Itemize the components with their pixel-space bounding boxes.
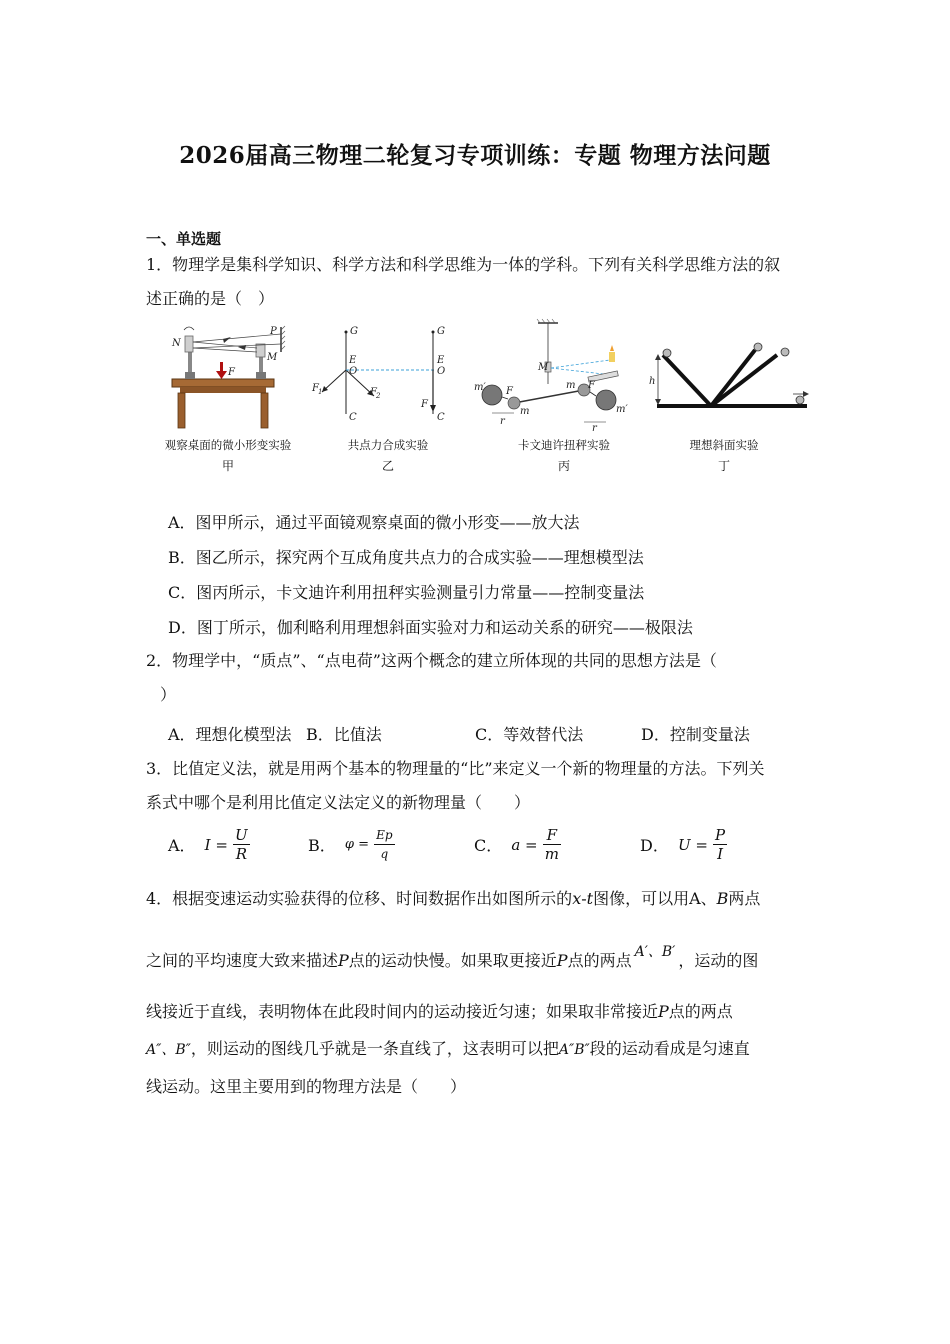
figure-bing-caption: 卡文迪许扭秤实验 (518, 438, 610, 452)
label-r-left: r (500, 416, 505, 427)
label-g-right: G (437, 326, 445, 337)
q4-stem-line2 (146, 944, 759, 973)
fraction-denominator: q (380, 847, 389, 861)
figure-yi (300, 322, 470, 436)
q4-text: 之间的平均速度大致来描述 (146, 951, 339, 970)
q1-stem-line1: 1．物理学是集科学知识、科学方法和科学思维为一体的学科。下列有关科学思维方法的叙 (146, 255, 781, 274)
figure-ding (645, 340, 815, 424)
page-title: 2026届高三物理二轮复习专项训练：专题 物理方法问题 (179, 142, 771, 169)
label-p: P (270, 326, 277, 337)
label-m-mirror: M (538, 362, 549, 373)
q3-option-d[interactable] (640, 826, 727, 863)
q2-option-c[interactable]: C．等效替代法 (475, 725, 584, 744)
q4-stem-line4 (146, 1038, 750, 1061)
label-f-right: F (421, 399, 428, 410)
figure-ding-caption: 理想斜面实验 (689, 438, 759, 452)
q1-option-d[interactable]: D．图丁所示，伽利略利用理想斜面实验对力和运动关系的研究——极限法 (168, 618, 693, 637)
q4-t: t (586, 889, 594, 908)
q4-dash: - (581, 889, 587, 908)
label-mprime-left: m′ (474, 382, 486, 393)
q4-stem-line5: 线运动。这里主要用到的物理方法是（ ） (146, 1077, 467, 1096)
q1-option-a[interactable]: A．图甲所示，通过平面镜观察桌面的微小形变——放大法 (168, 513, 580, 532)
q4-point-p: P (658, 1002, 669, 1021)
q4-text: 点的运动快慢。如果取更接近 (348, 951, 557, 970)
q4-points-a-b-prime: A′、B′ (634, 944, 676, 960)
label-e-right: E (437, 355, 445, 366)
q4-text: ，则运动的图线几乎就是一条直线了，这表明可以把 (190, 1039, 559, 1058)
label-f1: F (312, 383, 319, 394)
figure-yi-sub: 乙 (381, 459, 394, 473)
q3-option-c-label: C． (474, 836, 503, 855)
figure-yi-caption: 共点力合成实验 (347, 438, 429, 452)
label-c-right: C (437, 412, 445, 423)
q2-stem-line1: 2．物理学中，“质点”、“点电荷”这两个概念的建立所体现的共同的思想方法是（ (146, 651, 717, 670)
q2-option-a[interactable]: A．理想化模型法 (168, 725, 292, 744)
label-m-right: m (566, 380, 576, 391)
q3-option-b-fraction (374, 826, 394, 863)
q3-stem-line1: 3．比值定义法，就是用两个基本的物理量的“比”来定义一个新的物理量的方法。下列关 (146, 759, 765, 778)
q4-point-p: P (556, 951, 568, 970)
q3-option-a-lhs: I = (204, 835, 228, 854)
fraction-denominator: I (717, 845, 724, 863)
q4-text: 点的两点 (567, 951, 632, 970)
q4-text: 两点 (728, 889, 761, 908)
q2-option-b[interactable]: B．比值法 (306, 725, 382, 744)
section-heading: 一、单选题 (146, 230, 222, 248)
q3-option-a-fraction (233, 826, 250, 863)
fraction-numerator: F (543, 826, 561, 845)
q3-option-d-fraction (713, 826, 727, 863)
label-mprime-right: m′ (616, 404, 628, 415)
label-f-left: F (506, 386, 513, 397)
label-o-left: O (349, 366, 358, 377)
force-composition-diagram (300, 322, 470, 432)
q4-point-b: B (716, 889, 729, 908)
figure-jia (158, 322, 298, 436)
q3-option-d-lhs: U = (677, 835, 708, 854)
label-f: F (228, 367, 235, 378)
figure-bing (470, 318, 640, 437)
label-r-right: r (592, 423, 597, 434)
fraction-numerator: U (235, 826, 248, 844)
q4-text: 4．根据变速运动实验获得的位移、时间数据作出如图所示的 (146, 889, 573, 908)
q4-text: 段的运动看成是匀速直 (589, 1039, 750, 1058)
q3-option-c-lhs: a = (511, 835, 538, 854)
label-h: h (649, 376, 656, 387)
label-e-left: E (349, 355, 357, 366)
q3-option-a-label: A． (168, 836, 196, 855)
q4-text: 图像，可以用A、 (593, 889, 717, 908)
micro-deformation-diagram (158, 322, 298, 432)
label-g-left: G (350, 326, 358, 337)
ideal-incline-diagram (645, 340, 815, 420)
q1-option-b[interactable]: B．图乙所示，探究两个互成角度共点力的合成实验——理想模型法 (168, 548, 644, 567)
q3-option-d-label: D． (640, 836, 669, 855)
figure-jia-sub: 甲 (221, 459, 234, 473)
fraction-denominator: m (544, 845, 559, 863)
q3-option-b[interactable] (308, 826, 395, 863)
fraction-denominator: R (235, 845, 247, 863)
q1-option-c[interactable]: C．图丙所示，卡文迪许利用扭秤实验测量引力常量——控制变量法 (168, 583, 645, 602)
label-c-left: C (349, 412, 357, 423)
label-f-right: F (588, 380, 595, 391)
fraction-numerator: P (715, 826, 726, 844)
figure-jia-caption: 观察桌面的微小形变实验 (164, 438, 292, 452)
q4-point-p: P (338, 951, 349, 970)
label-m-left: m (520, 406, 530, 417)
q4-x: x (572, 889, 582, 908)
q4-text: 线接近于直线，表明物体在此段时间内的运动接近匀速；如果取非常接近 (146, 1002, 659, 1021)
q1-stem-line2: 述正确的是（ ） (146, 289, 275, 308)
q3-option-a[interactable] (168, 826, 250, 863)
figure-ding-sub: 丁 (717, 459, 730, 473)
label-o-right: O (437, 366, 446, 377)
q4-stem-line1 (146, 888, 760, 910)
label-f2: F (370, 387, 377, 398)
q3-option-c-fraction (543, 826, 561, 863)
q4-segment: A″B″ (558, 1042, 590, 1058)
q4-points-a-b-double-prime: A″、B″ (146, 1042, 191, 1058)
q2-option-d[interactable]: D．控制变量法 (641, 725, 750, 744)
label-f1-sub: 1 (318, 388, 323, 396)
fraction-numerator: Ep (374, 826, 394, 845)
q4-stem-line3 (146, 1001, 733, 1023)
q4-text: ，运动的图 (678, 951, 759, 970)
cavendish-balance-diagram (470, 318, 640, 433)
q2-stem-line2: ） (160, 685, 177, 704)
label-n: N (172, 338, 181, 349)
q3-option-c[interactable] (474, 826, 561, 863)
q3-option-b-label: B． (308, 836, 336, 855)
figure-bing-sub: 丙 (557, 459, 570, 473)
q3-stem-line2: 系式中哪个是利用比值定义法定义的新物理量（ ） (146, 793, 531, 812)
q4-text: 点的两点 (668, 1002, 733, 1021)
q3-option-b-lhs: φ = (344, 837, 369, 852)
label-m: M (267, 352, 278, 363)
label-f2-sub: 2 (376, 392, 381, 400)
